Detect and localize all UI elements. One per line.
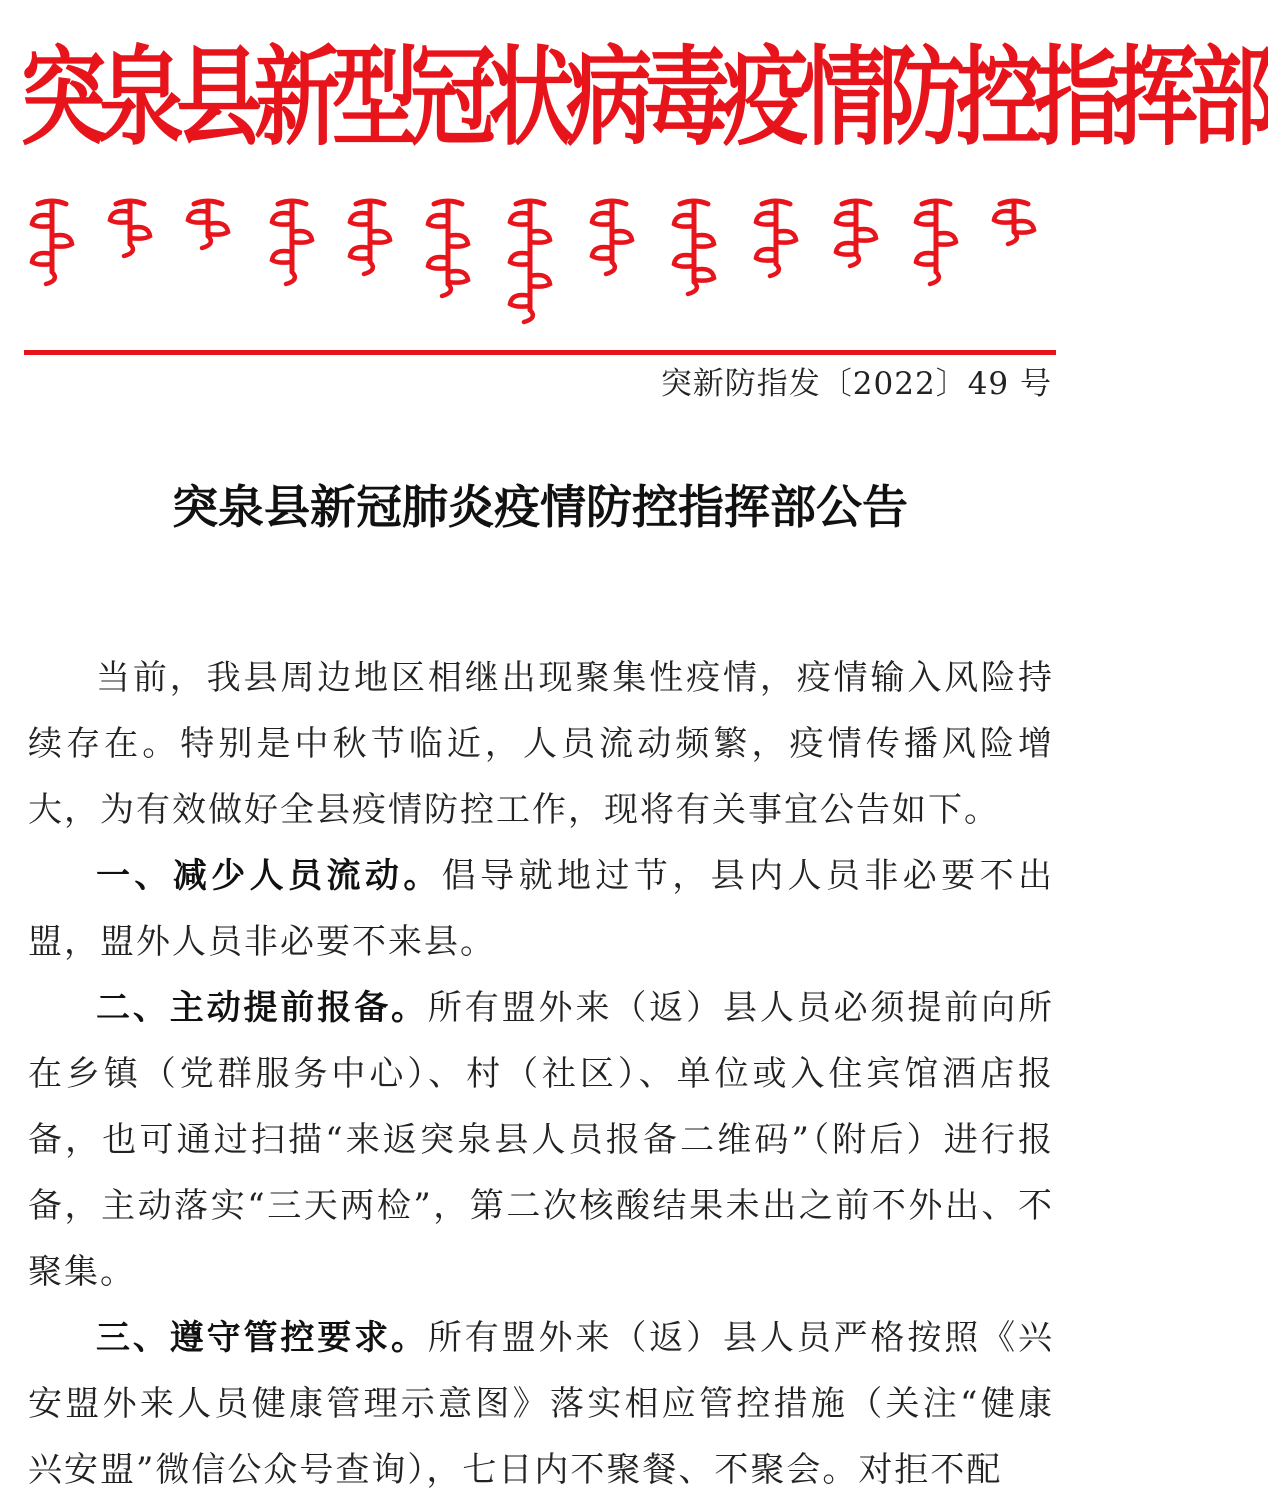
mongolian-word-11 bbox=[836, 201, 876, 266]
mongolian-word-4 bbox=[272, 201, 312, 284]
mongolian-word-8 bbox=[592, 201, 632, 274]
mongolian-word-10 bbox=[756, 201, 796, 276]
mongolian-word-7 bbox=[510, 201, 550, 322]
paragraph-lead: 二、主动提前报备。 bbox=[96, 988, 428, 1028]
mongolian-word-6 bbox=[428, 201, 468, 296]
paragraph-1 bbox=[28, 843, 1054, 975]
paragraph-text: 所有盟外来（返）县人员必须提前向所在乡镇（党群服务中心）、村（社区）、单位或入住宾馆酒店报备，也可通过扫描“来返突泉县人员报备二维码”（附后）进行报备，主动落实“三天两检”，第二次核酸结果未出之前不外出、不聚集。 bbox=[28, 988, 1055, 1292]
paragraph-lead: 一、减少人员流动。 bbox=[96, 856, 442, 896]
paragraph-text: 所有盟外来（返）县人员严格按照《兴安盟外来人员健康管理示意图》落实相应管控措施（关注“健康兴安盟”微信公众号查询），七日内不聚餐、不聚会。对拒不配 bbox=[28, 1318, 1055, 1490]
mongolian-word-3 bbox=[188, 201, 228, 248]
mongolian-word-12 bbox=[916, 201, 956, 284]
document-number: 突新防指发〔2022〕49 号 bbox=[660, 366, 1052, 402]
paragraph-text: 倡导就地过节，县内人员非必要不出盟，盟外人员非必要不来县。 bbox=[28, 856, 1054, 962]
mongolian-script-heading bbox=[30, 198, 1050, 313]
paragraph-2 bbox=[28, 975, 1054, 1305]
paragraph-intro bbox=[28, 645, 1054, 843]
mongolian-word-13 bbox=[994, 201, 1034, 244]
red-divider-line bbox=[24, 350, 1056, 355]
mongolian-word-1 bbox=[32, 201, 72, 284]
mongolian-script-logo bbox=[30, 198, 1050, 313]
notice-body bbox=[28, 645, 1054, 1503]
org-name-heading: 突泉县新型冠状病毒疫情防控指挥部 bbox=[20, 34, 1268, 161]
notice-title: 突泉县新冠肺炎疫情防控指挥部公告 bbox=[172, 480, 908, 534]
paragraph-3 bbox=[28, 1305, 1054, 1503]
mongolian-word-9 bbox=[674, 201, 714, 294]
paragraph-lead: 三、遵守管控要求。 bbox=[96, 1318, 428, 1358]
mongolian-word-2 bbox=[110, 201, 150, 256]
mongolian-word-5 bbox=[350, 201, 390, 274]
paragraph-text: 当前，我县周边地区相继出现聚集性疫情，疫情输入风险持续存在。特别是中秋节临近，人员流动频繁，疫情传播风险增大，为有效做好全县疫情防控工作，现将有关事宜公告如下。 bbox=[28, 658, 1054, 830]
